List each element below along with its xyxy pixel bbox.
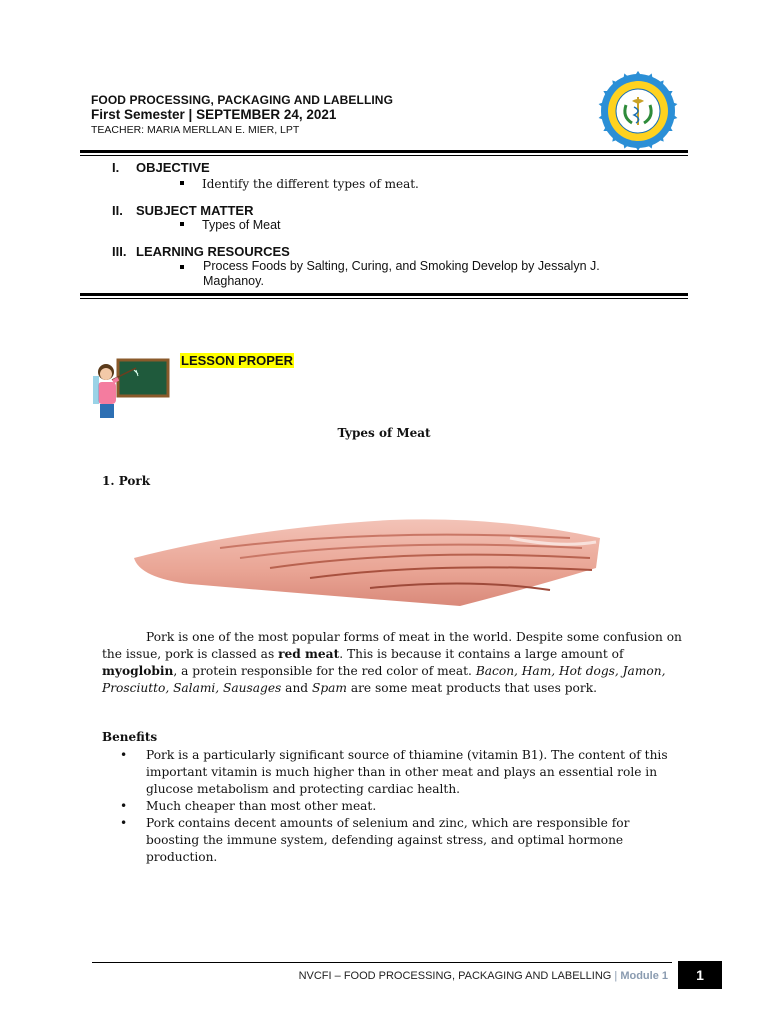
section-rule-thin <box>80 298 688 299</box>
subject-matter-bullet: Types of Meat <box>180 218 281 232</box>
teacher-line: TEACHER: MARIA MERLLAN E. MIER, LPT <box>91 124 300 136</box>
course-title: FOOD PROCESSING, PACKAGING AND LABELLING <box>91 93 394 107</box>
section-learning-resources-heading: III. LEARNING RESOURCES <box>112 244 290 259</box>
list-item: • Pork contains decent amounts of selenium and zinc, which are responsible for boosting the immune system, defending against stress, and optimal hormone production. <box>102 815 682 866</box>
semester-line: First Semester | SEPTEMBER 24, 2021 <box>91 107 337 122</box>
pork-paragraph: Pork is one of the most popular forms of meat in the world. Despite some confusion on the issue, pork is classed as red meat. This is because it contains a large amount of myoglobin, a protein responsible for the red color of meat. Bacon, Ham, Hot dogs, Jamon, Prosciutto, Salami, Sausages and Spam are some meat products that uses pork. <box>102 630 682 695</box>
myoglobin-term: myoglobin <box>102 664 174 678</box>
pork-products-list: Bacon, Ham, Hot dogs, Jamon, Prosciutto, Salami, Sausages <box>102 664 666 695</box>
spam-term: Spam <box>311 681 347 695</box>
objective-bullet: Identify the different types of meat. <box>180 177 419 191</box>
list-item: • Much cheaper than most other meat. <box>102 798 682 815</box>
pork-heading: 1. Pork <box>102 474 151 488</box>
section-objective-heading: I. OBJECTIVE <box>112 160 210 175</box>
benefits-list <box>102 747 682 866</box>
types-of-meat-title: Types of Meat <box>337 426 431 440</box>
learning-resources-bullet: Process Foods by Salting, Curing, and Smoking Develop by Jessalyn J. Maghanoy. <box>180 259 650 289</box>
header-rule-thin <box>80 155 688 156</box>
page-number: 1 <box>678 961 722 989</box>
teacher-at-chalkboard-icon <box>90 356 170 420</box>
section-rule <box>80 293 688 296</box>
school-seal-icon <box>598 71 678 151</box>
sliced-ham-icon <box>130 508 602 612</box>
footer-text: NVCFI – FOOD PROCESSING, PACKAGING AND LABELLING | Module 1 <box>298 970 668 982</box>
list-item: • Pork is a particularly significant source of thiamine (vitamin B1). The content of this important vitamin is much higher than in other meat and plays an essential role in glucose metabolism and protecting cardiac health. <box>102 747 682 798</box>
footer-rule <box>92 962 672 963</box>
red-meat-term: red meat <box>278 647 340 661</box>
lesson-proper-label: LESSON PROPER <box>181 353 293 368</box>
section-subject-matter-heading: II. SUBJECT MATTER <box>112 203 254 218</box>
benefits-heading: Benefits <box>102 730 158 744</box>
header-rule <box>80 150 688 153</box>
